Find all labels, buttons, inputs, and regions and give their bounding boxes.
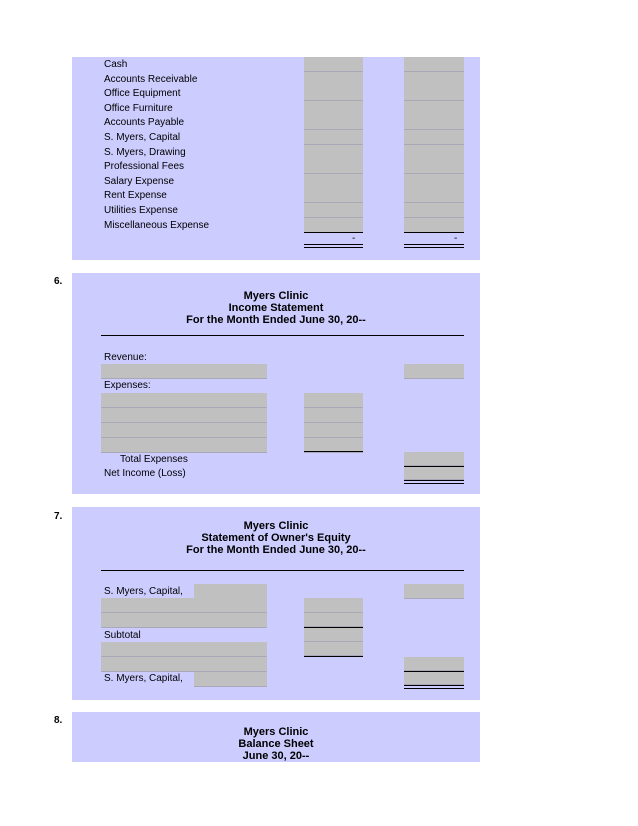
revenue-account-input[interactable] [101, 364, 267, 379]
equity-add-label-input-1[interactable] [101, 598, 267, 613]
debit-input[interactable] [304, 188, 363, 203]
equity-statement-period: For the Month Ended June 30, 20-- [186, 544, 366, 556]
balance-sheet-date: June 30, 20-- [242, 750, 310, 762]
subtotal-label: Subtotal [104, 630, 141, 641]
capital-end-label: S. Myers, Capital, [104, 673, 183, 684]
capital-begin-amount-input[interactable] [404, 584, 464, 599]
account-name: Salary Expense [104, 176, 175, 187]
expense-amount-input[interactable] [304, 393, 363, 408]
account-name: Accounts Receivable [104, 74, 198, 85]
total-expenses-label: Total Expenses [120, 454, 188, 465]
debit-input[interactable] [304, 57, 363, 72]
debit-input[interactable] [304, 145, 363, 160]
credit-input[interactable] [404, 218, 464, 233]
credit-input[interactable] [404, 174, 464, 189]
equity-add-label-input-2[interactable] [101, 613, 267, 628]
net-income-label: Net Income (Loss) [104, 468, 186, 479]
revenue-label: Revenue: [104, 352, 147, 363]
debit-input[interactable] [304, 203, 363, 218]
account-name: S. Myers, Drawing [104, 147, 186, 158]
expense-amount-input[interactable] [304, 423, 363, 438]
account-name: Miscellaneous Expense [104, 220, 210, 231]
debit-input[interactable] [304, 159, 363, 174]
income-header-rule [101, 335, 464, 336]
net-income-double-rule [404, 480, 464, 484]
subtotal-amount-input[interactable] [304, 628, 363, 642]
debit-input[interactable] [304, 130, 363, 145]
balance-sheet-title: Balance Sheet [238, 738, 314, 750]
net-income-input[interactable] [404, 467, 464, 480]
credit-input[interactable] [404, 188, 464, 203]
debit-input[interactable] [304, 101, 363, 116]
debit-input[interactable] [304, 86, 363, 101]
equity-change-amount-input[interactable] [404, 657, 464, 671]
capital-end-amount-input[interactable] [404, 672, 464, 685]
revenue-amount-input[interactable] [404, 364, 464, 379]
account-name: S. Myers, Capital [104, 132, 181, 143]
credit-double-rule [404, 244, 464, 248]
total-expenses-input[interactable] [404, 452, 464, 466]
account-name: Accounts Payable [104, 117, 185, 128]
credit-input[interactable] [404, 203, 464, 218]
capital-end-date-input[interactable] [194, 672, 267, 687]
debit-input[interactable] [304, 174, 363, 189]
expense-account-input[interactable] [101, 408, 267, 423]
equity-deduct-label-input-2[interactable] [101, 657, 267, 672]
debit-input[interactable] [304, 72, 363, 87]
expenses-column-rule [304, 451, 363, 452]
section-number-7: 7. [54, 511, 63, 522]
credit-input[interactable] [404, 101, 464, 116]
debit-input[interactable] [304, 218, 363, 233]
credit-input[interactable] [404, 130, 464, 145]
equity-add-amount-input-1[interactable] [304, 598, 363, 613]
debit-total: - [352, 233, 356, 244]
balance-company-name: Myers Clinic [243, 726, 309, 738]
section-number-8: 8. [54, 715, 63, 726]
expense-amount-input[interactable] [304, 408, 363, 423]
credit-input[interactable] [404, 86, 464, 101]
income-statement-title: Income Statement [228, 302, 324, 314]
credit-input[interactable] [404, 145, 464, 160]
capital-end-double-rule [404, 685, 464, 689]
account-name: Rent Expense [104, 190, 167, 201]
expense-account-input[interactable] [101, 393, 267, 408]
account-name: Professional Fees [104, 161, 185, 172]
credit-input[interactable] [404, 72, 464, 87]
equity-statement-title: Statement of Owner's Equity [201, 532, 351, 544]
credit-input[interactable] [404, 57, 464, 72]
income-company-name: Myers Clinic [243, 290, 309, 302]
credit-input[interactable] [404, 115, 464, 130]
expense-account-input[interactable] [101, 423, 267, 438]
account-name: Office Equipment [104, 88, 181, 99]
capital-begin-date-input[interactable] [194, 584, 267, 599]
equity-header-rule [101, 570, 464, 571]
equity-deduct-label-input-1[interactable] [101, 642, 267, 657]
section-number-6: 6. [54, 276, 63, 287]
equity-deduct-rule [304, 656, 363, 657]
equity-deduct-amount-input[interactable] [304, 642, 363, 656]
equity-company-name: Myers Clinic [243, 520, 309, 532]
income-statement-period: For the Month Ended June 30, 20-- [186, 314, 366, 326]
expense-account-input[interactable] [101, 438, 267, 453]
expenses-label: Expenses: [104, 380, 151, 391]
account-name: Office Furniture [104, 103, 173, 114]
account-name: Cash [104, 59, 128, 70]
credit-input[interactable] [404, 159, 464, 174]
account-name: Utilities Expense [104, 205, 178, 216]
credit-total: - [454, 233, 458, 244]
debit-double-rule [304, 244, 363, 248]
debit-input[interactable] [304, 115, 363, 130]
capital-begin-label: S. Myers, Capital, [104, 586, 183, 597]
equity-add-amount-input-2[interactable] [304, 613, 363, 627]
